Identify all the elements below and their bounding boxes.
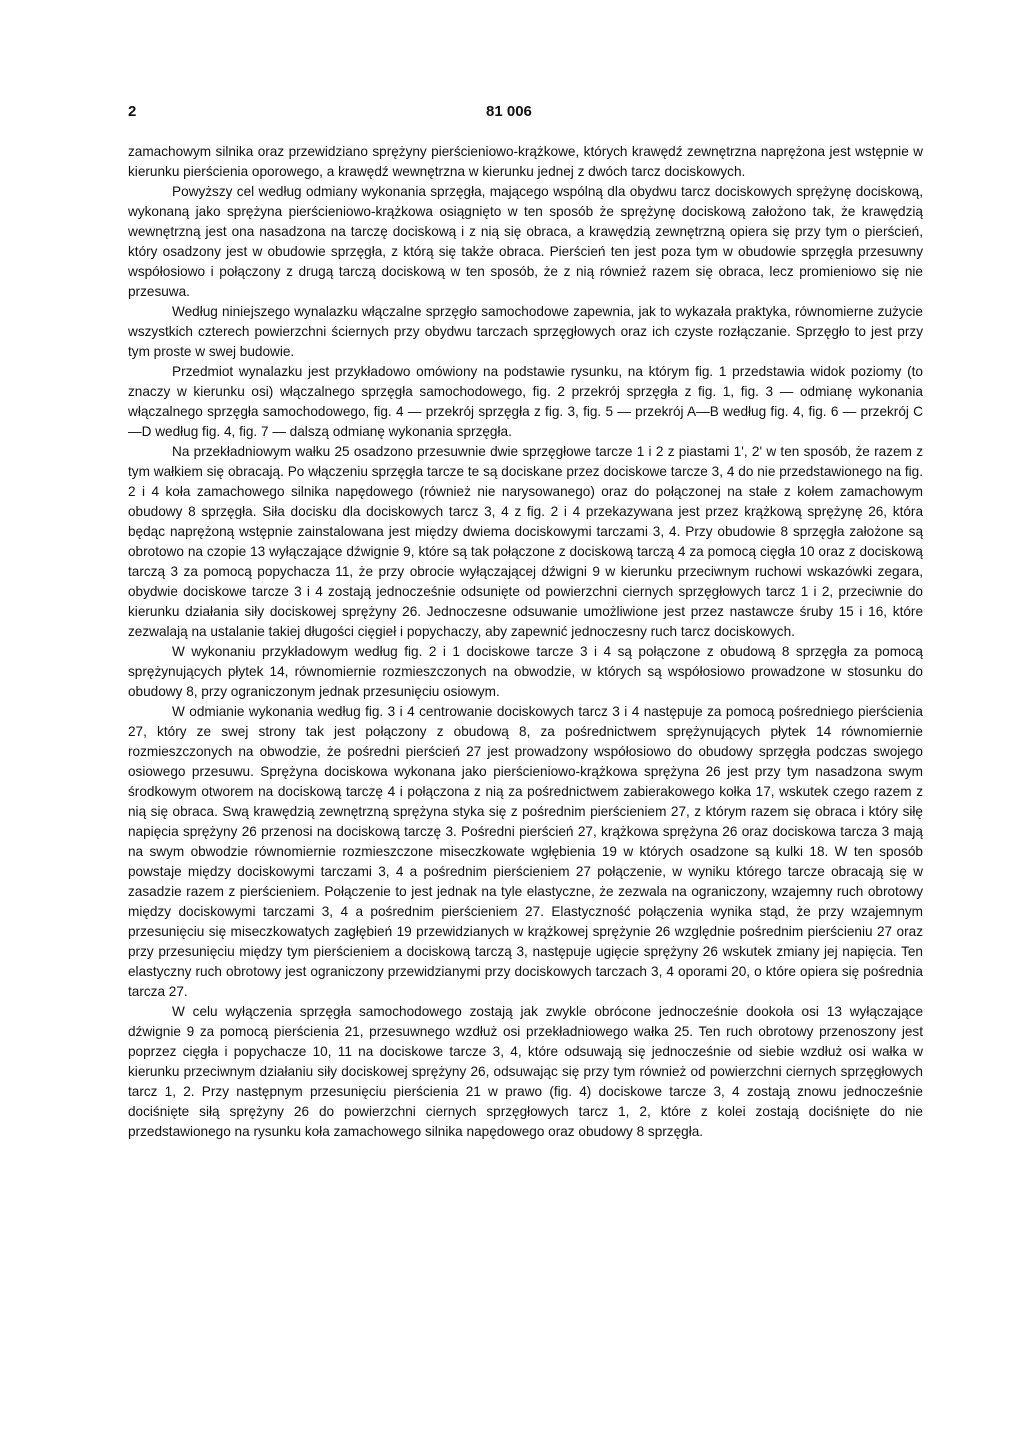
paragraph: W odmianie wykonania według fig. 3 i 4 centrowanie dociskowych tarcz 3 i 4 następuje za pomocą pośredniego pierścienia 27, który ze swej strony tak jest połączony z obudową 8, za pośrednictwem sprężynujących płytek 14 równomiernie rozmieszczonych na obwodzie, że pośredni pierścień 27 jest prowadzony współosiowo do obudowy sprzęgła podczas swojego osiowego przesuwu. Sprężyna dociskowa wykonana jako pierścieniowo-krążkowa sprężyna 26 jest przy tym nasadzona swym środkowym otworem na dociskową tarczę 4 i połączona z nią za pośrednictwem zabierakowego kołka 17, wskutek czego razem z nią się obraca. Swą krawędzią zewnętrzną sprężyna styka się z pośrednim pierścieniem 27, z którym razem się obraca i który siłę napięcia sprężyny 26 przenosi na dociskową tarczę 3. Pośredni pierścień 27, krążkowa sprężyna 26 oraz dociskowa tarcza 3 mają na swym obwodzie równomiernie rozmieszczone miseczkowate wgłębienia 19 w których osadzone są kulki 18. W ten sposób powstaje między dociskowymi tarczami 3, 4 a pośrednim pierścieniem 27 połączenie, w wyniku którego tarcze obracają się w zasadzie razem z pierścieniem. Połączenie to jest jednak na tyle elastyczne, że zezwala na ograniczony, wzajemny ruch obrotowy między dociskowymi tarczami 3, 4 a pośrednim pierścieniem 27. Elastyczność połączenia wynika stąd, że przy wzajemnym przesunięciu się miseczkowatych zagłębień 19 przewidzianych w krążkowej sprężynie 26 względnie pośrednim pierścieniu 27 oraz przy przesunięciu między tym pierścieniem a dociskową tarczą 3, następuje ugięcie sprężyny 26 wskutek zmiany jej napięcia. Ten elastyczny ruch obrotowy jest ograniczony przewidzianymi przy dociskowych tarczach 3, 4 oporami 20, o które opiera się pośrednia tarcza 27. (128, 704, 923, 999)
paragraph: W wykonaniu przykładowym według fig. 2 i 1 dociskowe tarcze 3 i 4 są połączone z obudową 8 sprzęgła za pomocą sprężynujących płytek 14, równomiernie rozmieszczonych na obwodzie, w których są współosiowo prowadzone w stosunku do obudowy 8, przy ograniczonym jednak przesunięciu osiowym. (128, 644, 923, 699)
paragraph: Według niniejszego wynalazku włączalne sprzęgło samochodowe zapewnia, jak to wykazała praktyka, równomierne zużycie wszystkich czterech powierzchni ściernych przy obydwu tarczach sprzęgłowych oraz ich czyste rozłączanie. Sprzęgło to jest przy tym proste w swej budowie. (128, 304, 923, 359)
paragraph: zamachowym silnika oraz przewidziano sprężyny pierścieniowo-krążkowe, których krawędź zewnętrzna naprężona jest wstępnie w kierunku pierścienia oporowego, a krawędź wewnętrzna w kierunku jednej z dwóch tarcz dociskowych. (128, 144, 923, 179)
paragraph: Przedmiot wynalazku jest przykładowo omówiony na podstawie rysunku, na którym fig. 1 przedstawia widok poziomy (to znaczy w kierunku osi) włączalnego sprzęgła samochodowego, fig. 2 przekrój sprzęgła z fig. 1, fig. 3 — odmianę wykonania włączalnego sprzęgła samochodowego, fig. 4 — przekrój sprzęgła z fig. 3, fig. 5 — przekrój A—B według fig. 4, fig. 6 — przekrój C—D według fig. 4, fig. 7 — dalszą odmianę wykonania sprzęgła. (128, 364, 923, 439)
patent-number: 81 006 (486, 103, 532, 120)
paragraph: Powyższy cel według odmiany wykonania sprzęgła, mającego wspólną dla obydwu tarcz dociskowych sprężynę dociskową, wykonaną jako sprężyna pierścieniowo-krążkowa osiągnięto w ten sposób że sprężynę dociskową założono tak, że krawędzią wewnętrzną jest ona nasadzona na tarczę dociskową i z nią się obraca, a krawędzią zewnętrzną opiera się przy tym o pierścień, który osadzony jest w obudowie sprzęgła, z którą się także obraca. Pierścień ten jest poza tym w obudowie sprzęgła przesuwny współosiowo i połączony z drugą tarczą dociskową w ten sposób, że z nią również razem się obraca, lecz promieniowo się nie przesuwa. (128, 184, 923, 299)
document-body (128, 142, 923, 1142)
paragraph: Na przekładniowym wałku 25 osadzono przesuwnie dwie sprzęgłowe tarcze 1 i 2 z piastami 1', 2' w ten sposób, że razem z tym wałkiem się obracają. Po włączeniu sprzęgła tarcze te są dociskane przez dociskowe tarcze 3, 4 do nie przedstawionego na fig. 2 i 4 koła zamachowego silnika napędowego (również nie narysowanego) oraz do połączonej na stałe z kołem zamachowym obudowy 8 sprzęgła. Siła docisku dla dociskowych tarcz 3, 4 z fig. 2 i 4 przekazywana jest przez krążkową sprężynę 26, która będąc naprężoną wstępnie zainstalowana jest między dwiema dociskowymi tarczami 3, 4. Przy obudowie 8 sprzęgła założone są obrotowo na czopie 13 wyłączające dźwignie 9, które są tak połączone z dociskową tarczą 4 za pomocą cięgła 10 oraz z dociskową tarczą 3 za pomocą popychacza 11, że przy obrocie wyłączającej dźwigni 9 w kierunku przeciwnym ruchowi wskazówki zegara, obydwie dociskowe tarcze 3 i 4 zostają jednocześnie odsunięte od powierzchni ciernych sprzęgłowych tarcz 1 i 2, przeciwnie do kierunku działania siły dociskowej sprężyny 26. Jednoczesne odsuwanie umożliwione jest przez nastawcze śruby 15 i 16, które zezwalają na ustalanie takiej długości cięgieł i popychaczy, aby zapewnić jednoczesny ruch tarcz dociskowych. (128, 444, 923, 639)
page-number: 2 (128, 103, 137, 120)
paragraph: W celu wyłączenia sprzęgła samochodowego zostają jak zwykle obrócone jednocześnie dookoła osi 13 wyłączające dźwignie 9 za pomocą pierścienia 21, przesuwnego wzdłuż osi przekładniowego wałka 25. Ten ruch obrotowy przenoszony jest poprzez cięgła i popychacze 10, 11 na dociskowe tarcze 3, 4, które odsuwają się jednocześnie od siebie wzdłuż osi wałka w kierunku przeciwnym działaniu siły dociskowej sprężyny 26, odsuwając się przy tym również od powierzchni ciernych sprzęgłowych tarcz 1, 2. Przy następnym przesunięciu pierścienia 21 w prawo (fig. 4) dociskowe tarcze 3, 4 zostają znowu jednocześnie dociśnięte siłą sprężyny 26 do powierzchni ciernych sprzęgłowych tarcz 1, 2, które z kolei zostają dociśnięte do nie przedstawionego na rysunku koła zamachowego silnika napędowego oraz obudowy 8 sprzęgła. (128, 1004, 923, 1139)
